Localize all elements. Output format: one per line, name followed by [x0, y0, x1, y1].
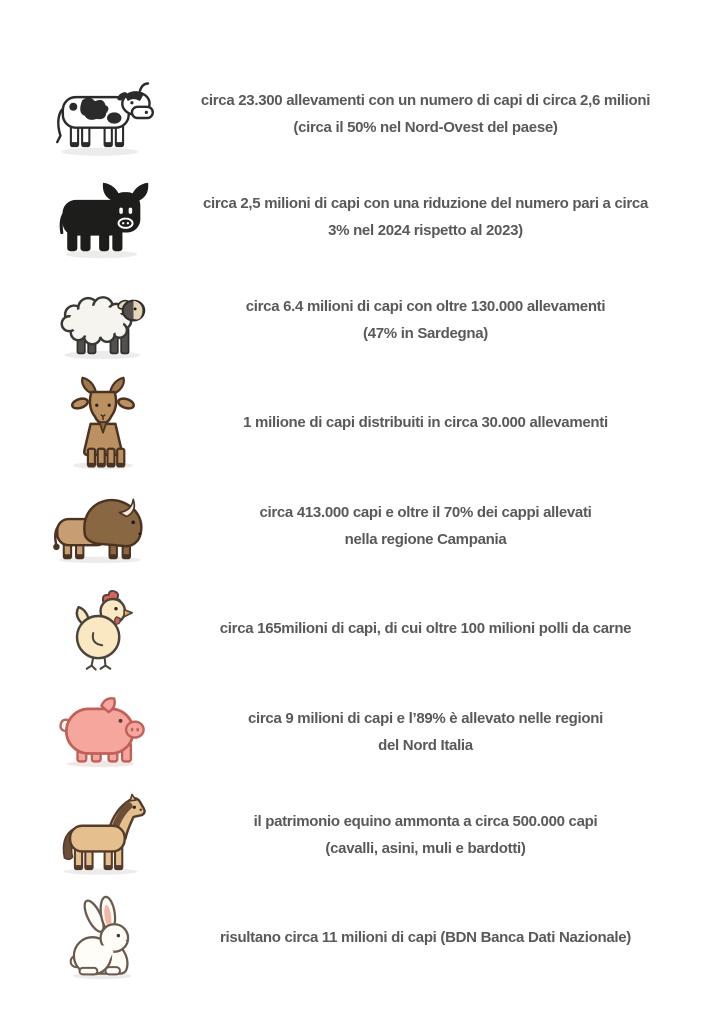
row-text-line: il patrimonio equino ammonta a circa 500.000 capi [253, 812, 598, 830]
goat-icon [38, 376, 168, 470]
row-text [168, 190, 683, 244]
livestock-row-horse [38, 783, 683, 886]
dairy-cow-icon [50, 71, 156, 157]
horse-icon [54, 793, 152, 877]
row-text [168, 409, 683, 436]
row-text [168, 808, 683, 862]
row-text-line: circa 165milioni di capi, di cui oltre 100 milioni polli da carne [219, 620, 632, 637]
buffalo-icon [38, 488, 168, 564]
livestock-row-sheep [38, 268, 683, 371]
sheep-icon [38, 280, 168, 360]
row-text-line: circa 23.300 allevamenti con un numero di capi di circa 2,6 milioni [200, 91, 651, 109]
livestock-row-dairy-cow [38, 62, 683, 165]
livestock-row-goat [38, 371, 683, 474]
row-text-line: risultano circa 11 milioni di capi (BDN Banca Dati Nazionale) [220, 929, 631, 946]
chicken-icon [62, 586, 144, 672]
row-text-line: 1 milione di capi distribuiti in circa 30.000 allevamenti [243, 414, 608, 431]
row-text-line: circa 2,5 milioni di capi con una riduzione del numero pari a circa [202, 194, 649, 212]
rabbit-icon [65, 895, 141, 981]
row-text [168, 615, 683, 642]
row-text-line: (cavalli, asini, muli e bardotti) [325, 839, 526, 857]
row-text [168, 705, 683, 759]
row-text-line: circa 9 milioni di capi e l’89% è allevato nelle regioni [247, 709, 603, 727]
pig-icon [56, 696, 150, 768]
sheep-icon [51, 280, 155, 360]
row-text [168, 293, 683, 347]
chicken-icon [38, 586, 168, 672]
row-text [168, 499, 683, 553]
row-text-line: (circa il 50% nel Nord-Ovest del paese) [293, 118, 558, 136]
row-text-line: 3% nel 2024 rispetto al 2023) [328, 221, 523, 239]
row-text-line: circa 413.000 capi e oltre il 70% dei cappi allevati [259, 503, 592, 521]
row-text [168, 924, 683, 951]
pig-icon [38, 696, 168, 768]
row-text-line: (47% in Sardegna) [363, 324, 488, 342]
dairy-cow-icon [38, 71, 168, 157]
row-text-line: nella regione Campania [344, 530, 507, 548]
row-text-line: del Nord Italia [378, 736, 473, 754]
row-text [168, 87, 683, 141]
livestock-row-pig [38, 680, 683, 783]
livestock-row-bull [38, 165, 683, 268]
row-text-line: circa 6.4 milioni di capi con oltre 130.000 allevamenti [245, 297, 606, 315]
buffalo-icon [49, 488, 157, 564]
livestock-row-chicken [38, 577, 683, 680]
rabbit-icon [38, 895, 168, 981]
livestock-row-rabbit [38, 886, 683, 989]
livestock-row-buffalo [38, 474, 683, 577]
horse-icon [38, 793, 168, 877]
bull-icon [38, 175, 168, 259]
goat-icon [63, 376, 143, 470]
bull-icon [56, 175, 150, 259]
